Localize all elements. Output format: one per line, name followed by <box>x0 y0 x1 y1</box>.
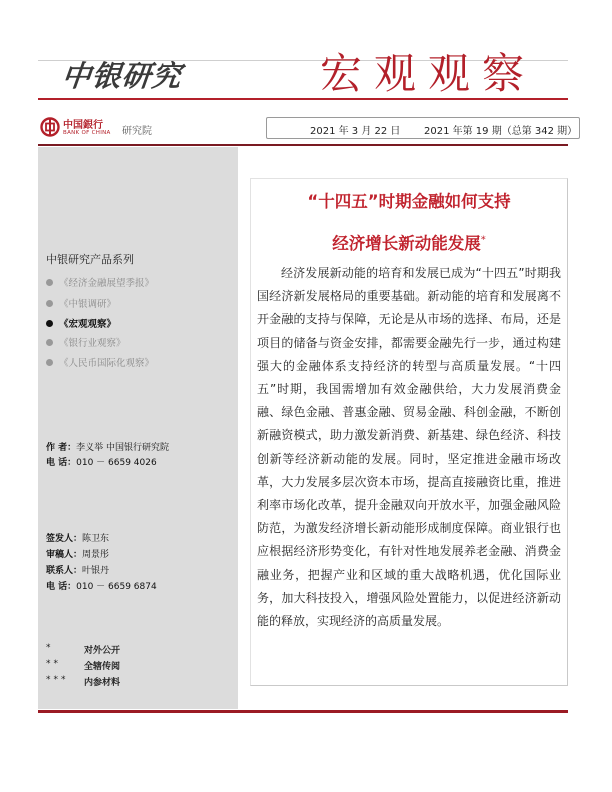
contact-label: 联系人： <box>46 566 83 576</box>
phone-label: 电 话： <box>46 458 77 468</box>
confidentiality-label-internal: 全辖传阅 <box>84 662 121 672</box>
contact-value: 叶银丹 <box>82 566 110 576</box>
confidentiality-mark-internal: ** <box>46 659 61 669</box>
footer-rule <box>38 710 568 713</box>
header-divider-red <box>38 98 568 100</box>
department-label: 研究院 <box>122 126 152 137</box>
author-value: 李义举 中国银行研究院 <box>76 443 170 453</box>
series-item-rmb[interactable]: 《人民币国际化观察》 <box>46 355 154 369</box>
signer-value: 陈卫东 <box>82 534 110 544</box>
reviewer-value: 周景彤 <box>82 550 110 560</box>
reviewer-label: 审稿人： <box>46 550 83 560</box>
signer-label: 签发人： <box>46 534 83 544</box>
author-line <box>46 440 169 453</box>
confidentiality-label-restricted: 内参材料 <box>84 678 121 688</box>
article-title-line1: “十四五”时期金融如何支持 <box>307 192 511 211</box>
article-title-line2: 经济增长新动能发展* <box>332 234 486 253</box>
header-rule <box>38 144 568 146</box>
phone2-label: 电 话： <box>46 582 77 592</box>
confidentiality-label-public: 对外公开 <box>84 646 121 656</box>
brand-calligraphy: 中银研究 <box>60 59 184 93</box>
bullet-icon <box>46 279 53 286</box>
confidentiality-mark-public: * <box>46 643 54 653</box>
series-item-outlook[interactable]: 《经济金融展望季报》 <box>46 275 154 289</box>
footnote-mark: * <box>480 234 486 246</box>
bullet-icon <box>46 300 53 307</box>
issue-number: 2021 年第 19 期（总第 342 期） <box>424 126 578 137</box>
article-body: 经济发展新动能的培育和发展已成为“十四五”时期我国经济新发展格局的重要基础。新动能的培育和发展离不开金融的支持与保障，无论是从市场的选择、布局，还是项目的储备与资金安排，都需要金融先行一步，通过构建强大的金融体系支持经济的转型与高质量发展。“十四五”时期，我国需增加有效金融供给，大力发展消费金融、绿色金融、普惠金融、贸易金融、科创金融，不断创新融资模式，助力激发新消费、新基建、绿色经济、科技创新等经济新动能的发展。同时，坚定推进金融市场改革，大力发展多层次资本市场，提高直接融资比重，推进利率市场化改革，提升金融双向开放水平，加强金融风险防范，为激发经济增长新动能形成制度保障。商业银行也应根据经济形势变化，有针对性地发展养老金融、消费金融业务，把握产业和区域的重大战略机遇，优化国际业务，加大科技投入，增强风险处置能力，以促进经济新动能的释放，实现经济的高质量发展。 <box>257 266 561 629</box>
series-title: 中银研究产品系列 <box>46 253 134 266</box>
contact-line <box>46 563 109 576</box>
publish-date: 2021 年 3 月 22 日 <box>310 126 401 137</box>
author-label: 作 者： <box>46 443 77 453</box>
logo-text-en: BANK OF CHINA <box>63 130 111 136</box>
series-item-macro[interactable]: 《宏观观察》 <box>46 316 116 330</box>
phone2-value: 010 － 6659 6874 <box>76 582 157 592</box>
series-item-research[interactable]: 《中银调研》 <box>46 296 116 310</box>
phone-value: 010 － 6659 4026 <box>76 458 157 468</box>
phone-line <box>46 455 157 468</box>
bullet-icon <box>46 320 53 327</box>
phone2-line <box>46 579 157 592</box>
bullet-icon <box>46 359 53 366</box>
bank-of-china-logo-icon <box>40 117 60 137</box>
sidebar-panel <box>38 147 238 709</box>
series-item-banking[interactable]: 《银行业观察》 <box>46 335 126 349</box>
report-title: 宏观观察 <box>320 49 537 98</box>
signer-line <box>46 531 109 544</box>
bullet-icon <box>46 339 53 346</box>
logo-text-cn: 中国銀行 <box>63 120 103 131</box>
confidentiality-mark-restricted: *** <box>46 675 69 685</box>
reviewer-line <box>46 547 109 560</box>
